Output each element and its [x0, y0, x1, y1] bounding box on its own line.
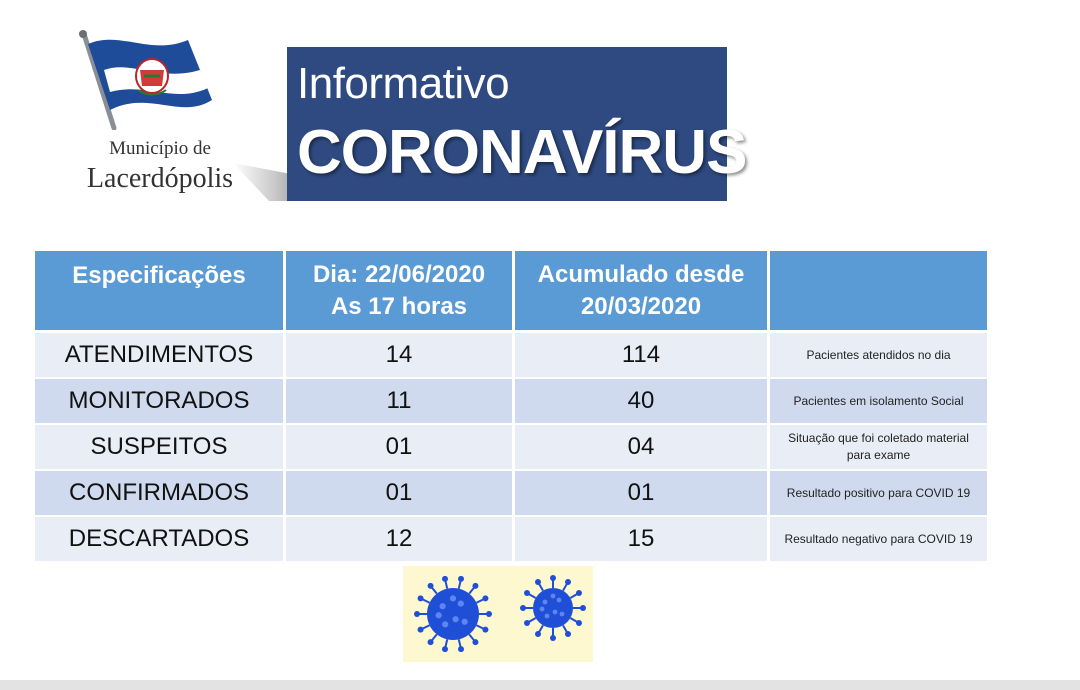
row-accumulated-value: 40	[515, 379, 770, 425]
covid-stats-table	[35, 251, 987, 563]
header-day-date: Dia: 22/06/2020	[312, 260, 486, 288]
title-banner	[287, 47, 747, 201]
municipality-name: Lacerdópolis	[86, 163, 234, 194]
row-accumulated-value: 15	[515, 517, 770, 563]
table-row	[35, 333, 987, 379]
table-row	[35, 471, 987, 517]
row-note: Pacientes atendidos no dia	[770, 333, 987, 379]
row-day-value: 14	[286, 333, 515, 379]
header-day	[286, 251, 515, 333]
row-day-value: 11	[286, 379, 515, 425]
coronavirus-image	[403, 566, 593, 662]
municipality-label: Município de	[109, 138, 211, 159]
header-accumulated-date: 20/03/2020	[580, 292, 702, 320]
row-specification: ATENDIMENTOS	[35, 333, 286, 379]
table-row	[35, 517, 987, 563]
municipality-logo	[60, 30, 260, 205]
row-specification: SUSPEITOS	[35, 425, 286, 471]
row-note: Pacientes em isolamento Social	[770, 379, 987, 425]
row-accumulated-value: 04	[515, 425, 770, 471]
table-header-row	[35, 251, 987, 333]
row-day-value: 01	[286, 425, 515, 471]
row-note: Situação que foi coletado material para exame	[770, 425, 987, 471]
row-specification: DESCARTADOS	[35, 517, 286, 563]
bottom-strip	[0, 680, 1080, 690]
header-accumulated-label: Acumulado desde	[537, 260, 745, 288]
municipal-flag-icon	[70, 30, 220, 130]
header-accumulated	[515, 251, 770, 333]
banner-subtitle: Informativo	[297, 59, 510, 108]
header-day-time: As 17 horas	[330, 292, 468, 320]
row-note: Resultado negativo para COVID 19	[770, 517, 987, 563]
table-row	[35, 379, 987, 425]
row-specification: MONITORADOS	[35, 379, 286, 425]
coronavirus-icon	[414, 576, 492, 652]
header-specifications: Especificações	[35, 251, 286, 333]
coronavirus-icon	[520, 575, 586, 641]
banner-title: CORONAVÍRUS	[297, 118, 747, 187]
table-row	[35, 425, 987, 471]
row-specification: CONFIRMADOS	[35, 471, 286, 517]
row-accumulated-value: 114	[515, 333, 770, 379]
row-day-value: 01	[286, 471, 515, 517]
row-day-value: 12	[286, 517, 515, 563]
table-body	[35, 333, 987, 563]
header-notes	[770, 251, 987, 333]
row-note: Resultado positivo para COVID 19	[770, 471, 987, 517]
row-accumulated-value: 01	[515, 471, 770, 517]
